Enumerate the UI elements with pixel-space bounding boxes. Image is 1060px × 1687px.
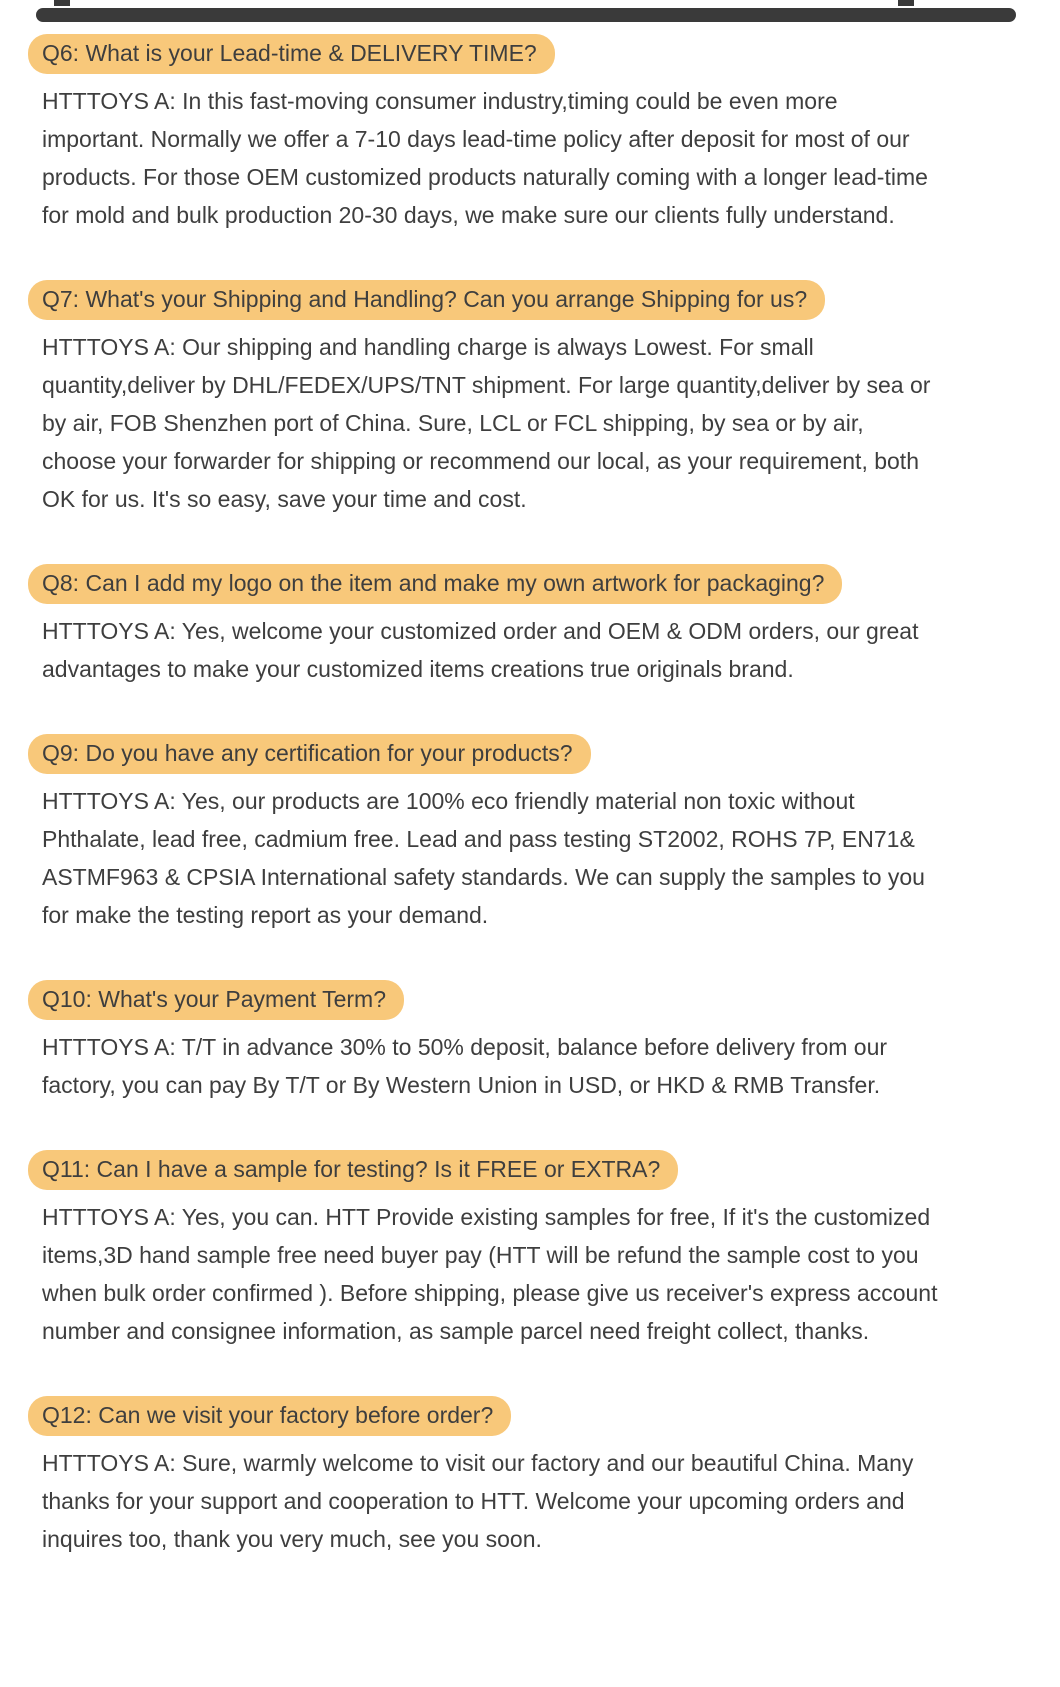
faq-answer: HTTTOYS A: Sure, warmly welcome to visit our factory and our beautiful China. Many thanks for your support and cooperation to HTT. Welcome your upcoming orders and inquires too, thank you very much, see you soon. — [42, 1450, 914, 1552]
faq-question: Q11: Can I have a sample for testing? Is it FREE or EXTRA? — [28, 1150, 678, 1190]
faq-question: Q6: What is your Lead-time & DELIVERY TIME? — [28, 34, 555, 74]
faq-item — [42, 734, 1020, 934]
top-divider-bar — [36, 8, 1016, 22]
faq-item — [42, 1396, 1020, 1558]
faq-item — [42, 280, 1020, 518]
faq-item — [42, 564, 1020, 688]
faq-question: Q12: Can we visit your factory before order? — [28, 1396, 511, 1436]
top-right-stub — [898, 0, 914, 6]
faq-question: Q9: Do you have any certification for your products? — [28, 734, 591, 774]
faq-answer: HTTTOYS A: Our shipping and handling charge is always Lowest. For small quantity,deliver by DHL/FEDEX/UPS/TNT shipment. For large quantity,deliver by sea or by air, FOB Shenzhen port of China. Sure, LCL or FCL shipping, by sea or by air, choose your forwarder for shipping or recommend our local, as your requirement, both OK for us. It's so easy, save your time and cost. — [42, 334, 931, 512]
top-divider-decor — [42, 0, 1020, 34]
faq-answer: HTTTOYS A: Yes, you can. HTT Provide existing samples for free, If it's the customized items,3D hand sample free need buyer pay (HTT will be refund the sample cost to you when bulk order confirmed ). Before shipping, please give us receiver's express account number and consignee information, as sample parcel need freight collect, thanks. — [42, 1204, 938, 1344]
faq-item — [42, 1150, 1020, 1350]
faq-answer: HTTTOYS A: In this fast-moving consumer industry,timing could be even more important. Normally we offer a 7-10 days lead-time policy after deposit for most of our products. For those OEM customized products naturally coming with a longer lead-time for mold and bulk production 20-30 days, we make sure our clients fully understand. — [42, 88, 928, 228]
top-left-stub — [54, 0, 70, 6]
faq-answer: HTTTOYS A: Yes, our products are 100% eco friendly material non toxic without Phthalate, lead free, cadmium free. Lead and pass testing ST2002, ROHS 7P, EN71& ASTMF963 & CPSIA International safety standards. We can supply the samples to you for make the testing report as your demand. — [42, 788, 925, 928]
faq-answer: HTTTOYS A: T/T in advance 30% to 50% deposit, balance before delivery from our factory, you can pay By T/T or By Western Union in USD, or HKD & RMB Transfer. — [42, 1034, 888, 1098]
faq-question: Q7: What's your Shipping and Handling? Can you arrange Shipping for us? — [28, 280, 825, 320]
faq-question: Q10: What's your Payment Term? — [28, 980, 404, 1020]
faq-question: Q8: Can I add my logo on the item and make my own artwork for packaging? — [28, 564, 842, 604]
faq-item — [42, 34, 1020, 234]
faq-item — [42, 980, 1020, 1104]
faq-answer: HTTTOYS A: Yes, welcome your customized order and OEM & ODM orders, our great advantages to make your customized items creations true originals brand. — [42, 618, 919, 682]
